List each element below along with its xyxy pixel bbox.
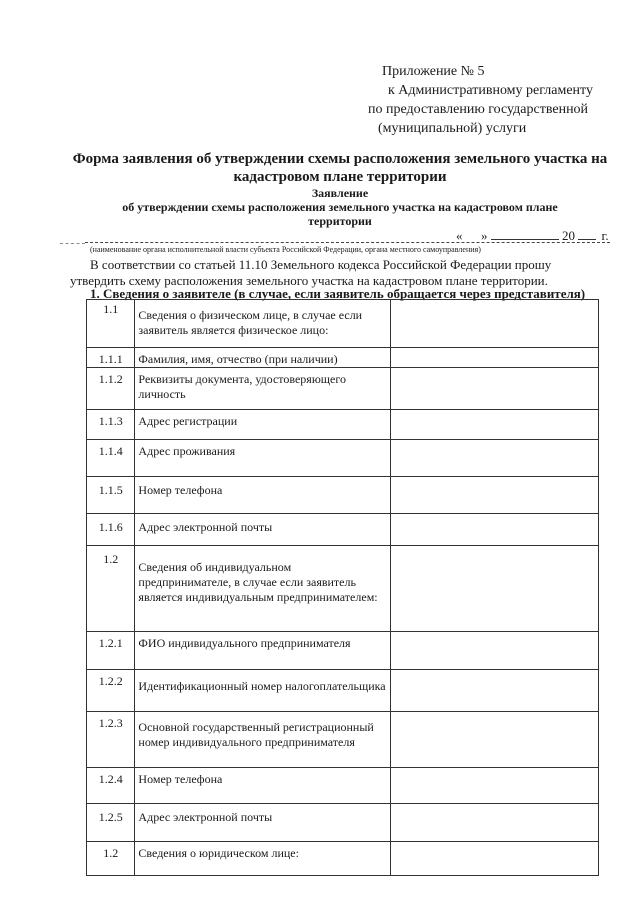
table-row xyxy=(87,368,599,410)
row-label: Идентификационный номер налогоплательщика xyxy=(135,670,391,712)
row-value-field[interactable] xyxy=(391,348,599,368)
row-label: Номер телефона xyxy=(135,477,391,514)
organ-caption: (наименование органа исполнительной власти субъекта Российской Федерации, органа местного самоуправления) xyxy=(90,245,481,254)
row-number: 1.1.4 xyxy=(87,440,135,477)
row-number: 1.1.1 xyxy=(87,348,135,368)
table-row xyxy=(87,348,599,368)
row-value-field[interactable] xyxy=(391,632,599,670)
row-value-field[interactable] xyxy=(391,712,599,768)
applicant-info-table xyxy=(86,299,599,876)
divider-dashed-left xyxy=(60,243,85,244)
row-label: Реквизиты документа, удостоверяющего личность xyxy=(135,368,391,410)
date-year-prefix: 20 xyxy=(562,228,575,243)
table-row xyxy=(87,804,599,842)
date-quote-close: » xyxy=(481,228,488,243)
row-value-field[interactable] xyxy=(391,670,599,712)
date-year-suffix: г. xyxy=(601,228,609,243)
table-row xyxy=(87,632,599,670)
row-number: 1.2 xyxy=(87,842,135,876)
section-1-heading: 1. Сведения о заявителе (в случае, если заявитель обращается через представителя) xyxy=(90,286,586,301)
row-number: 1.1.5 xyxy=(87,477,135,514)
table-row xyxy=(87,712,599,768)
row-number: 1.2 xyxy=(87,546,135,632)
form-title-line-1: Форма заявления об утверждении схемы расположения земельного участка на xyxy=(72,151,608,167)
row-value-field[interactable] xyxy=(391,514,599,546)
statement-subtitle xyxy=(60,200,620,228)
row-label: Сведения о юридическом лице: xyxy=(135,842,391,876)
row-value-field[interactable] xyxy=(391,546,599,632)
appendix-line-2: к Административному регламенту xyxy=(388,83,593,98)
row-number: 1.2.2 xyxy=(87,670,135,712)
row-number: 1.2.1 xyxy=(87,632,135,670)
appendix-block xyxy=(368,62,628,138)
row-label: Основной государственный регистрационный номер индивидуального предпринимателя xyxy=(135,712,391,768)
row-number: 1.2.3 xyxy=(87,712,135,768)
row-label: Адрес проживания xyxy=(135,440,391,477)
row-label: ФИО индивидуального предпринимателя xyxy=(135,632,391,670)
row-label: Адрес электронной почты xyxy=(135,804,391,842)
row-number: 1.1.6 xyxy=(87,514,135,546)
row-value-field[interactable] xyxy=(391,440,599,477)
date-line xyxy=(420,227,620,243)
row-label: Сведения о физическом лице, в случае если заявитель является физическое лицо: xyxy=(135,300,391,348)
form-title xyxy=(50,150,630,186)
date-quote-open: « xyxy=(456,228,463,243)
appendix-line-3: по предоставлению государственной xyxy=(368,102,589,117)
table-row xyxy=(87,546,599,632)
table-row xyxy=(87,514,599,546)
appendix-line-1: Приложение № 5 xyxy=(382,64,485,79)
row-value-field[interactable] xyxy=(391,477,599,514)
table-row xyxy=(87,477,599,514)
table-row xyxy=(87,768,599,804)
form-title-line-2: кадастровом плане территории xyxy=(233,169,447,185)
request-line-2: утвердить схему расположения земельного участка на кадастровом плане территории. xyxy=(70,273,548,288)
row-label: Номер телефона xyxy=(135,768,391,804)
table-row xyxy=(87,440,599,477)
date-year-blank[interactable] xyxy=(578,227,596,240)
table-row xyxy=(87,410,599,440)
appendix-line-4: (муниципальной) услуги xyxy=(378,121,527,136)
row-value-field[interactable] xyxy=(391,842,599,876)
table-row xyxy=(87,670,599,712)
row-label: Фамилия, имя, отчество (при наличии) xyxy=(135,348,391,368)
row-value-field[interactable] xyxy=(391,368,599,410)
row-label: Адрес электронной почты xyxy=(135,514,391,546)
row-value-field[interactable] xyxy=(391,768,599,804)
row-value-field[interactable] xyxy=(391,410,599,440)
row-label: Сведения об индивидуальном предпринимателе, в случае если заявитель является индивидуальным предпринимателем: xyxy=(135,546,391,632)
request-line-1: В соответствии со статьей 11.10 Земельного кодекса Российской Федерации прошу xyxy=(90,257,552,272)
table-row xyxy=(87,300,599,348)
row-number: 1.2.4 xyxy=(87,768,135,804)
row-number: 1.2.5 xyxy=(87,804,135,842)
request-paragraph xyxy=(70,257,630,289)
statement-subtitle-line-1: об утверждении схемы расположения земельного участка на кадастровом плане xyxy=(122,200,558,214)
row-value-field[interactable] xyxy=(391,804,599,842)
row-label: Адрес регистрации xyxy=(135,410,391,440)
statement-title: Заявление xyxy=(311,186,369,200)
table-row xyxy=(87,842,599,876)
row-value-field[interactable] xyxy=(391,300,599,348)
row-number: 1.1.2 xyxy=(87,368,135,410)
organ-name-field[interactable] xyxy=(85,242,610,243)
row-number: 1.1 xyxy=(87,300,135,348)
statement-subtitle-line-2: территории xyxy=(308,214,372,228)
row-number: 1.1.3 xyxy=(87,410,135,440)
date-month-blank[interactable] xyxy=(491,227,559,240)
